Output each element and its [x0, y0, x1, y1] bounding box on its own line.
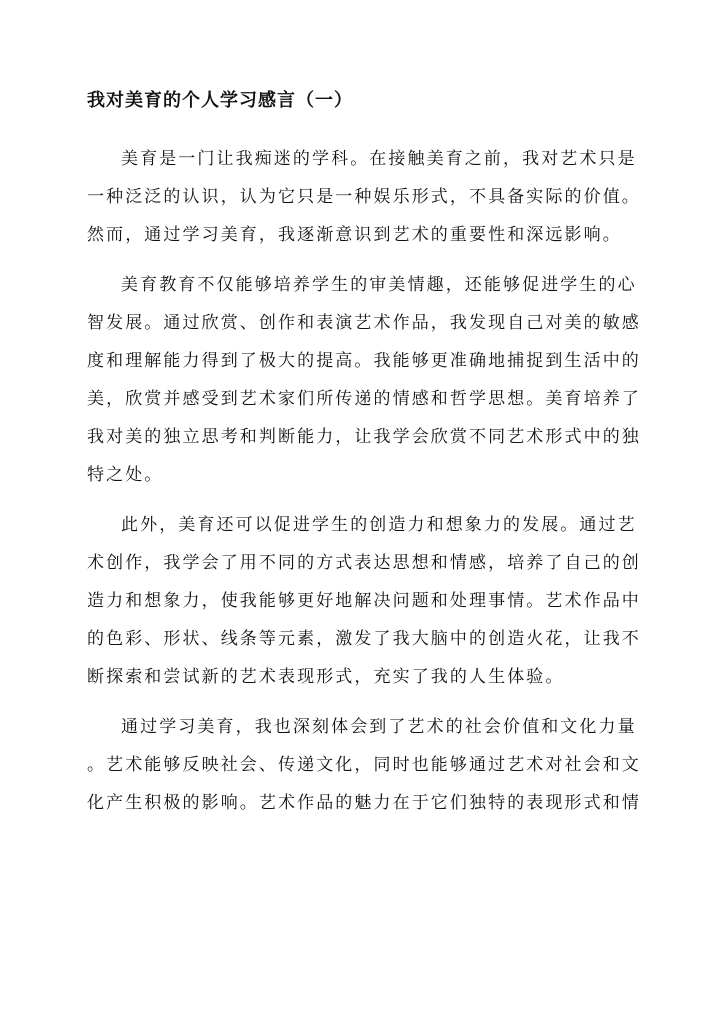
paragraph-line: 一种泛泛的认识，认为它只是一种娱乐形式，不具备实际的价值。 [87, 187, 641, 207]
paragraph-line: 术创作，我学会了用不同的方式表达思想和情感，培养了自己的创 [87, 553, 641, 573]
paragraph-line: 然而，通过学习美育，我逐渐意识到艺术的重要性和深远影响。 [87, 225, 622, 245]
paragraph-line: 此外，美育还可以促进学生的创造力和想象力的发展。通过艺 [121, 515, 637, 535]
paragraph-line: 。艺术能够反映社会、传递文化，同时也能够通过艺术对社会和文 [87, 755, 641, 775]
paragraph-4 [87, 708, 641, 822]
paragraph-line: 我对美的独立思考和判断能力，让我学会欣赏不同艺术形式中的独 [87, 427, 641, 447]
paragraph-line: 断探索和尝试新的艺术表现形式，充实了我的人生体验。 [87, 667, 565, 687]
paragraph-line: 美育教育不仅能够培养学生的审美情趣，还能够促进学生的心 [121, 275, 637, 295]
paragraph-2 [87, 266, 641, 494]
paragraph-line: 美，欣赏并感受到艺术家们所传递的情感和哲学思想。美育培养了 [87, 389, 641, 409]
paragraph-line: 通过学习美育，我也深刻体会到了艺术的社会价值和文化力量 [121, 717, 637, 737]
paragraph-line: 特之处。 [87, 465, 164, 485]
paragraph-line: 美育是一门让我痴迷的学科。在接触美育之前，我对艺术只是 [121, 149, 637, 169]
paragraph-1 [87, 140, 641, 254]
paragraph-3 [87, 506, 641, 696]
document-title: 我对美育的个人学习感言（一） [87, 90, 353, 111]
paragraph-line: 的色彩、形状、线条等元素，激发了我大脑中的创造火花，让我不 [87, 629, 641, 649]
paragraph-line: 造力和想象力，使我能够更好地解决问题和处理事情。艺术作品中 [87, 591, 641, 611]
paragraph-line: 化产生积极的影响。艺术作品的魅力在于它们独特的表现形式和情 [87, 793, 641, 813]
paragraph-line: 智发展。通过欣赏、创作和表演艺术作品，我发现自己对美的敏感 [87, 313, 641, 333]
document-body [87, 140, 641, 834]
paragraph-line: 度和理解能力得到了极大的提高。我能够更准确地捕捉到生活中的 [87, 351, 641, 371]
